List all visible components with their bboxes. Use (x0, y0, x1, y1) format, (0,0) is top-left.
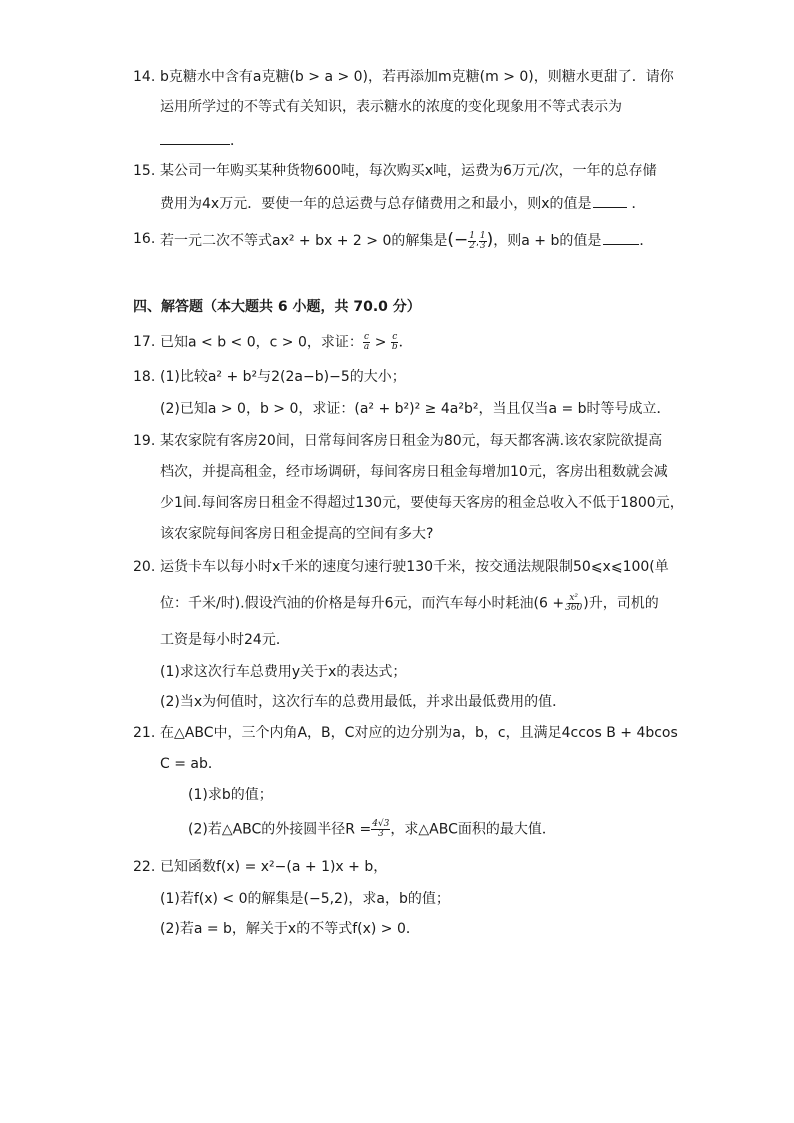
problem-15-tail: ． (631, 196, 646, 212)
answer-blank (603, 230, 639, 245)
problem-22-number: 22. (133, 859, 156, 875)
problem-21-line-4 (188, 820, 556, 839)
problem-16-text-2: ，则a + b的值是 (493, 233, 602, 249)
fraction-x-squared-over-360 (564, 594, 583, 613)
fraction-numerator: x² (569, 593, 579, 603)
problem-18-line-2: (2)已知a > 0，b > 0，求证：(a² + b²)² ≥ 4a²b²，当且仅当a = b时等号成立． (160, 401, 671, 417)
interval-close: ) (486, 230, 494, 250)
fraction-one-half (468, 232, 476, 251)
problem-14-tail: ． (230, 133, 244, 149)
problem-20-line-2 (160, 594, 659, 613)
problem-21-line-2: C = ab． (160, 756, 222, 772)
interval-comma: , (475, 238, 479, 248)
problem-14-line-1: b克糖水中含有a克糖(b > a > 0)，若再添加m克糖(m > 0)，则糖水更甜了．请你 (160, 69, 674, 85)
problem-16-tail: ． (639, 233, 654, 249)
answer-blank (160, 130, 230, 145)
problem-21-line-1: 在△ABC中，三个内角A，B，C对应的边分别为a，b，c，且满足4ccos B + 4bcos (160, 725, 678, 741)
problem-17-text: 已知a < b < 0，c > 0，求证： (160, 334, 363, 351)
problem-20-line-3: 工资是每小时24元． (160, 632, 290, 648)
fraction-denominator: b (391, 342, 398, 352)
problem-20-number: 20. (133, 559, 156, 575)
problem-18-line-1: (1)比较a² + b²与2(2a−b)−5的大小； (160, 369, 406, 385)
section-title: 四、解答题（本大题共 6 小题，共 70.0 分） (133, 299, 421, 315)
problem-15-number: 15. (133, 163, 156, 179)
problem-14-line-2: 运用所学过的不等式有关知识，表示糖水的浓度的变化现象用不等式表示为 (160, 99, 622, 115)
problem-16-text: 若一元二次不等式ax² + bx + 2 > 0的解集是 (160, 233, 448, 249)
problem-21-line-4-tail: ，求△ABC面积的最大值． (390, 821, 556, 838)
problem-15-line-2 (160, 193, 645, 213)
fraction-denominator: 3 (377, 829, 384, 839)
problem-19-line-1: 某农家院有客房20间，日常每间客房日租金为80元，每天都客满.该农家院欲提高 (160, 433, 663, 449)
problem-20-line-2-tail: )升，司机的 (583, 595, 659, 612)
problem-20-line-2-text: 位：千米/时).假设汽油的价格是每升6元，而汽车每小时耗油(6 + (160, 595, 565, 612)
problem-17-number: 17. (133, 334, 156, 350)
problem-18-number: 18. (133, 369, 156, 385)
fraction-numerator: 1 (479, 230, 486, 241)
problem-16-line (160, 230, 653, 252)
fraction-denominator: 2 (469, 240, 475, 251)
problem-16-number: 16. (133, 231, 156, 247)
problem-14-line-3 (160, 130, 244, 150)
problem-19-line-3: 少1间.每间客房日租金不得超过130元，要使每天客房的租金总收入不低于1800元， (160, 495, 684, 511)
fraction-denominator: a (363, 342, 370, 352)
fraction-one-third (479, 232, 487, 251)
problem-20-line-1: 运货卡车以每小时x千米的速度匀速行驶130千米，按交通法规限制50⩽x⩽100(单 (160, 559, 669, 575)
fraction-4root3-over-3 (371, 820, 390, 839)
problem-21-line-3: (1)求b的值； (188, 787, 273, 803)
greater-than: > (370, 334, 391, 351)
answer-blank (593, 193, 627, 208)
problem-19-line-4: 该农家院每间客房日租金提高的空间有多大? (160, 526, 434, 542)
fraction-c-over-b (391, 333, 399, 352)
problem-21-line-4-text: (2)若△ABC的外接圆半径R = (188, 821, 372, 838)
problem-19-number: 19. (133, 433, 156, 449)
fraction-numerator: c (364, 332, 370, 342)
fraction-denominator: 3 (479, 240, 486, 251)
problem-14-number: 14. (133, 69, 156, 85)
problem-17-line (160, 333, 413, 352)
fraction-numerator: c (392, 332, 398, 342)
problem-22-line-2: (1)若f(x) < 0的解集是(−5,2)，求a，b的值； (160, 891, 450, 907)
problem-21-number: 21. (133, 725, 156, 741)
problem-15-line-1: 某公司一年购买某种货物600吨，每次购买x吨，运费为6万元/次，一年的总存储 (160, 163, 657, 179)
fraction-numerator: 4√3 (372, 819, 390, 829)
problem-19-line-2: 档次，并提高租金，经市场调研，每间客房日租金每增加10元，客房出租数就会减 (160, 464, 668, 480)
problem-22-line-1: 已知函数f(x) = x²−(a + 1)x + b， (160, 859, 388, 875)
problem-17-tail: ． (398, 334, 413, 351)
problem-15-line-2-text: 费用为4x万元．要使一年的总运费与总存储费用之和最小，则x的值是 (160, 196, 592, 212)
problem-22-line-3: (2)若a = b，解关于x的不等式f(x) > 0． (160, 921, 420, 937)
fraction-denominator: 360 (565, 603, 583, 613)
problem-20-line-4: (1)求这次行车总费用y关于x的表达式； (160, 664, 407, 680)
interval-open: (− (447, 230, 469, 250)
problem-20-line-5: (2)当x为何值时，这次行车的总费用最低，并求出最低费用的值． (160, 694, 567, 710)
fraction-numerator: 1 (469, 230, 475, 241)
